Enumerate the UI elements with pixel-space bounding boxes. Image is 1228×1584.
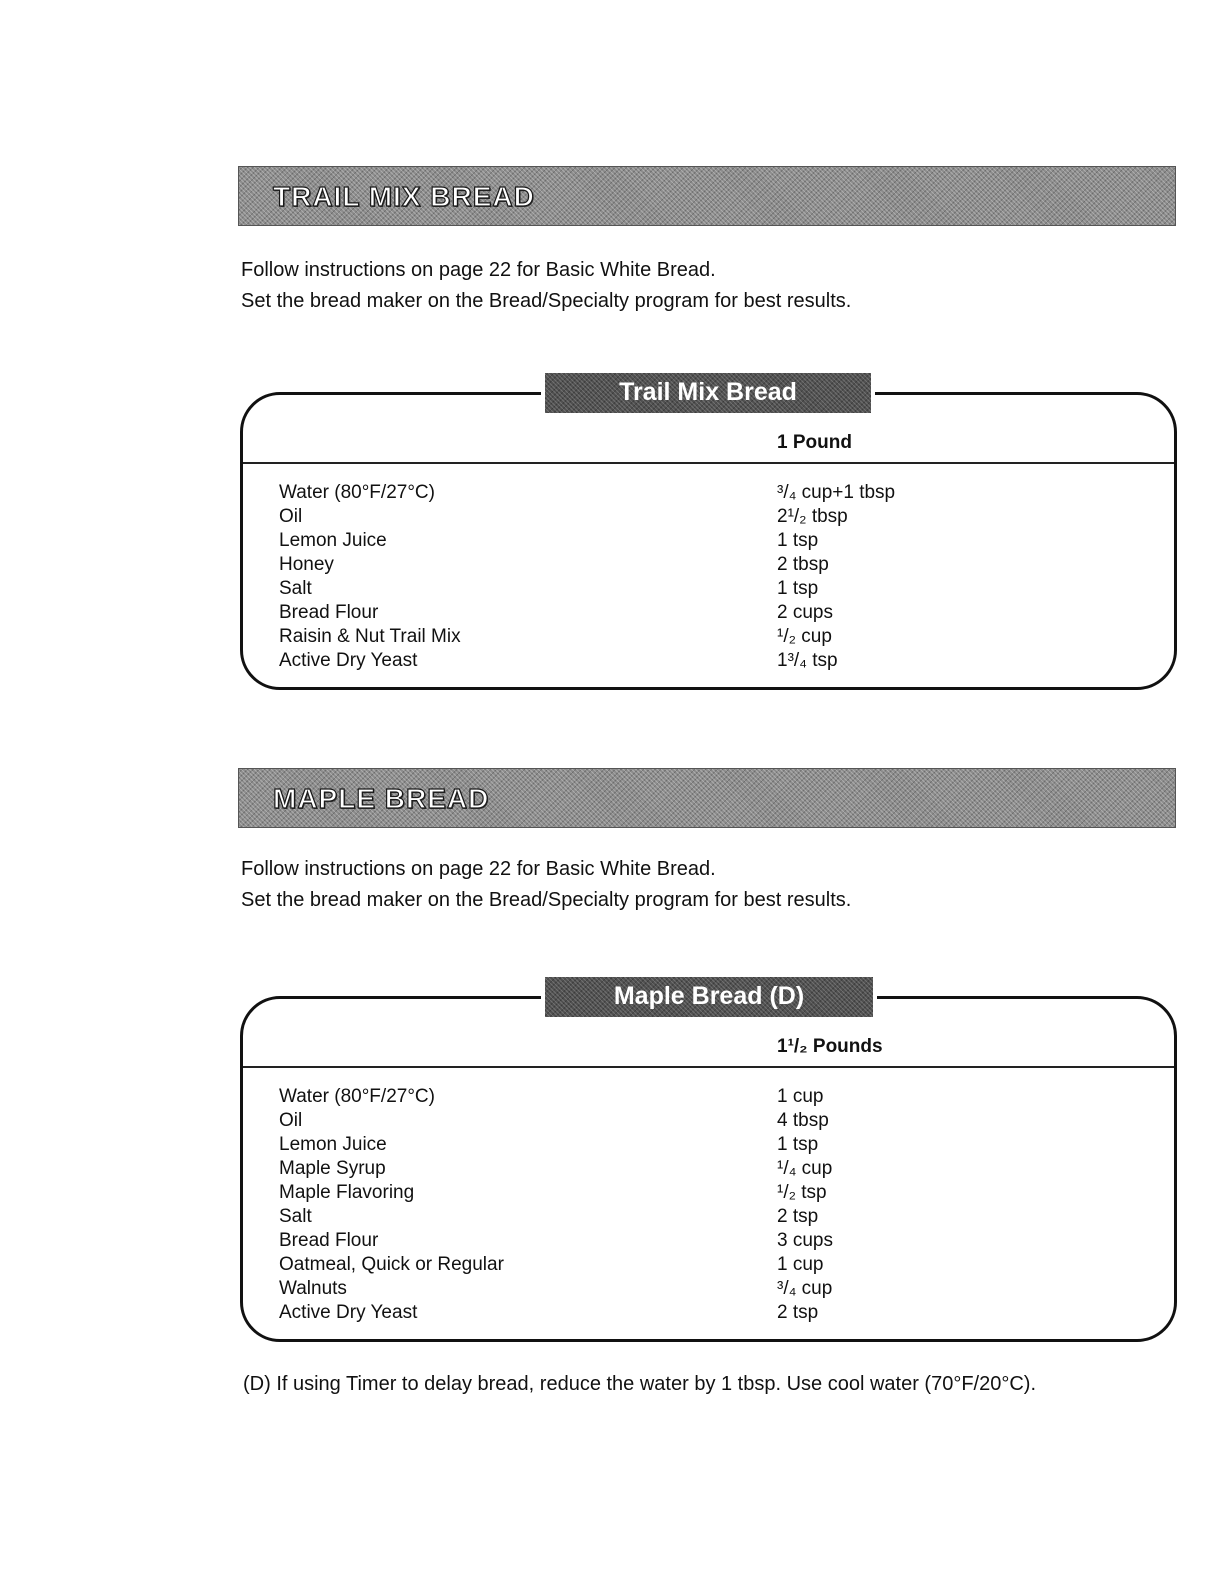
intro-line: Follow instructions on page 22 for Basic White Bread. xyxy=(241,858,716,880)
header-divider xyxy=(243,1066,1174,1068)
timer-footnote: (D) If using Timer to delay bread, reduce the water by 1 tbsp. Use cool water (70°F/20°C). xyxy=(243,1373,1037,1395)
ingredient-name: Oatmeal, Quick or Regular xyxy=(279,1254,504,1275)
ingredient-row xyxy=(279,553,1154,577)
ingredient-row xyxy=(279,1181,1154,1205)
trail-mix-column-header: 1 Pound xyxy=(777,432,852,453)
ingredient-name: Water (80°F/27°C) xyxy=(279,1086,435,1107)
ingredient-amount: 4 tbsp xyxy=(777,1110,829,1131)
trail-mix-box-title: Trail Mix Bread xyxy=(545,373,871,413)
ingredient-row xyxy=(279,1253,1154,1277)
maple-box-title: Maple Bread (D) xyxy=(545,977,873,1017)
header-divider xyxy=(243,462,1174,464)
maple-recipe-box xyxy=(240,982,1177,1342)
maple-column-header: 1¹/₂ Pounds xyxy=(777,1036,883,1057)
ingredient-row xyxy=(279,1205,1154,1229)
trail-mix-ingredient-list xyxy=(279,481,1154,673)
ingredient-amount: ³/₄ cup+1 tbsp xyxy=(777,482,896,503)
ingredient-name: Bread Flour xyxy=(279,602,379,623)
ingredient-row xyxy=(279,1109,1154,1133)
ingredient-row xyxy=(279,505,1154,529)
ingredient-row xyxy=(279,601,1154,625)
ingredient-name: Raisin & Nut Trail Mix xyxy=(279,626,461,647)
ingredient-amount: ³/₄ cup xyxy=(777,1278,833,1299)
ingredient-row xyxy=(279,481,1154,505)
ingredient-name: Salt xyxy=(279,1206,312,1227)
ingredient-amount: ¹/₂ cup xyxy=(777,626,832,647)
ingredient-name: Bread Flour xyxy=(279,1230,379,1251)
ingredient-row xyxy=(279,529,1154,553)
ingredient-amount: 2 cups xyxy=(777,602,833,623)
ingredient-name: Maple Syrup xyxy=(279,1158,386,1179)
ingredient-row xyxy=(279,1229,1154,1253)
ingredient-name: Oil xyxy=(279,506,303,527)
ingredient-row xyxy=(279,649,1154,673)
ingredient-amount: 1 tsp xyxy=(777,1134,819,1155)
ingredient-amount: ¹/₄ cup xyxy=(777,1158,833,1179)
ingredient-amount: 3 cups xyxy=(777,1230,833,1251)
ingredient-amount: 1 tsp xyxy=(777,578,819,599)
ingredient-row xyxy=(279,1085,1154,1109)
trail-mix-intro xyxy=(241,255,851,317)
ingredient-name: Active Dry Yeast xyxy=(279,650,418,671)
ingredient-amount: 1 tsp xyxy=(777,530,819,551)
ingredient-name: Maple Flavoring xyxy=(279,1182,415,1203)
maple-ingredient-list xyxy=(279,1085,1154,1325)
maple-intro xyxy=(241,854,851,916)
trail-mix-recipe-box xyxy=(240,378,1177,690)
ingredient-amount: 1 cup xyxy=(777,1254,824,1275)
trail-mix-banner-title: TRAIL MIX BREAD xyxy=(273,181,535,212)
ingredient-amount: 2 tsp xyxy=(777,1302,819,1323)
intro-line: Set the bread maker on the Bread/Specialty program for best results. xyxy=(241,889,852,911)
intro-line: Set the bread maker on the Bread/Specialty program for best results. xyxy=(241,290,852,312)
ingredient-row xyxy=(279,1133,1154,1157)
ingredient-name: Lemon Juice xyxy=(279,530,387,551)
ingredient-amount: 2¹/₂ tbsp xyxy=(777,506,848,527)
ingredient-name: Lemon Juice xyxy=(279,1134,387,1155)
ingredient-name: Active Dry Yeast xyxy=(279,1302,418,1323)
ingredient-amount: 1 cup xyxy=(777,1086,824,1107)
ingredient-row xyxy=(279,1157,1154,1181)
ingredient-name: Salt xyxy=(279,578,312,599)
ingredient-amount: 2 tbsp xyxy=(777,554,829,575)
ingredient-row xyxy=(279,1301,1154,1325)
ingredient-amount: 2 tsp xyxy=(777,1206,819,1227)
ingredient-name: Walnuts xyxy=(279,1278,347,1299)
ingredient-row xyxy=(279,1277,1154,1301)
ingredient-row xyxy=(279,625,1154,649)
ingredient-name: Oil xyxy=(279,1110,303,1131)
maple-banner xyxy=(238,768,1176,828)
trail-mix-banner xyxy=(238,166,1176,226)
maple-banner-title: MAPLE BREAD xyxy=(273,783,490,814)
ingredient-name: Water (80°F/27°C) xyxy=(279,482,435,503)
ingredient-amount: ¹/₂ tsp xyxy=(777,1182,827,1203)
ingredient-name: Honey xyxy=(279,554,334,575)
ingredient-amount: 1³/₄ tsp xyxy=(777,650,838,671)
intro-line: Follow instructions on page 22 for Basic White Bread. xyxy=(241,259,716,281)
ingredient-row xyxy=(279,577,1154,601)
